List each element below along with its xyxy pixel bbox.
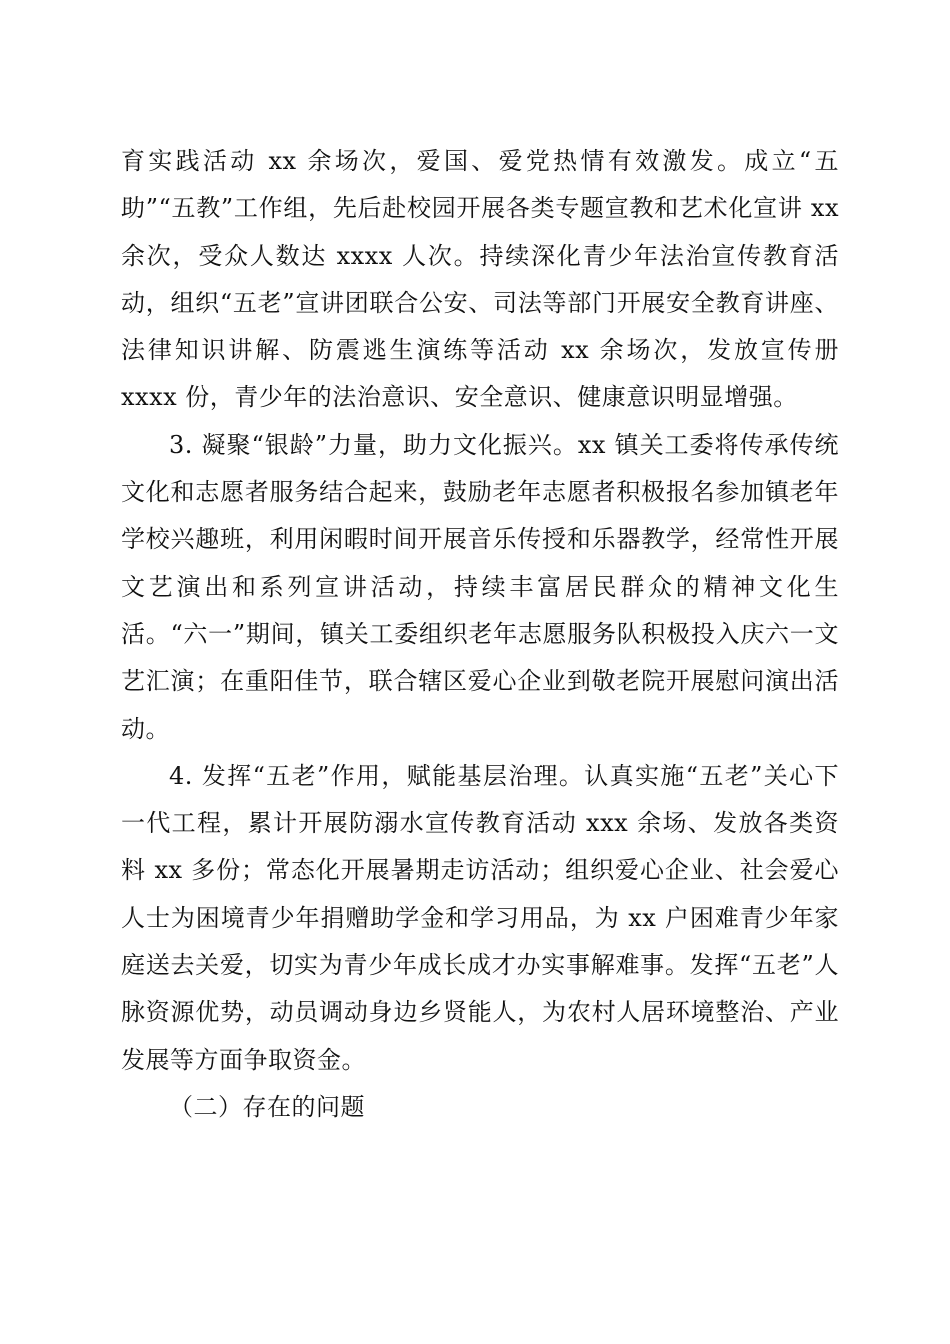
paragraph-continuation: 育实践活动 xx 余场次，爱国、爱党热情有效激发。成立“五助”“五教”工作组，先后赴校园开展各类专题宣教和艺术化宣讲 xx 余次，受众人数达 xxxx 人次。持续深化青少年法治宣传教育活动，组织“五老”宣讲团联合公安、司法等部门开展安全教育讲座、法律知识讲解、防震逃生演练等活动 xx 余场次，发放宣传册 xxxx 份，青少年的法治意识、安全意识、健康意识明显增强。: [121, 147, 839, 412]
document-body: [121, 138, 839, 1131]
paragraph-4-grassroots-governance: 4. 发挥“五老”作用，赋能基层治理。认真实施“五老”关心下一代工程，累计开展防溺水宣传教育活动 xxx 余场、发放各类资料 xx 多份；常态化开展暑期走访活动；组织爱心企业、社会爱心人士为困境青少年捐赠助学金和学习用品，为 xx 户困难青少年家庭送去关爱，切实为青少年成长成才办实事解难事。发挥“五老”人脉资源优势，动员调动身边乡贤能人，为农村人居环境整治、产业发展等方面争取资金。: [121, 761, 839, 1074]
paragraph-3-cultural-revitalization: 3. 凝聚“银龄”力量，助力文化振兴。xx 镇关工委将传承传统文化和志愿者服务结合起来，鼓励老年志愿者积极报名参加镇老年学校兴趣班，利用闲暇时间开展音乐传授和乐器教学，经常性开展文艺演出和系列宣讲活动，持续丰富居民群众的精神文化生活。“六一”期间，镇关工委组织老年志愿服务队积极投入庆六一文艺汇演；在重阳佳节，联合辖区爱心企业到敬老院开展慰问演出活动。: [121, 430, 839, 743]
section-heading-existing-problems: （二）存在的问题: [169, 1092, 365, 1121]
